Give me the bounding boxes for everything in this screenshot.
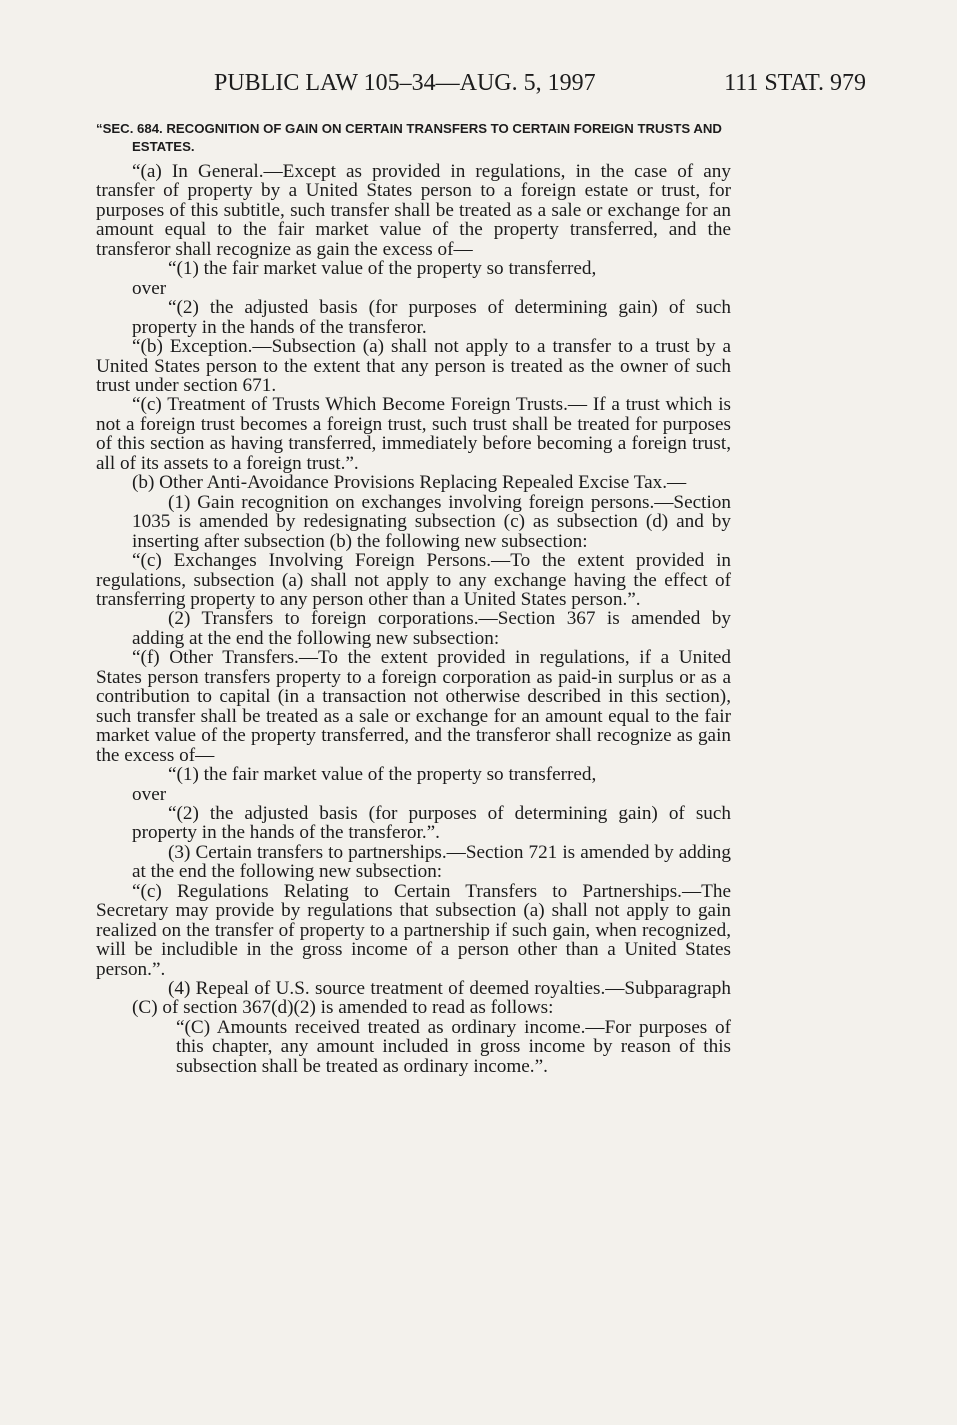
- public-law-citation: PUBLIC LAW 105–34—AUG. 5, 1997: [214, 70, 596, 96]
- section-title: “SEC. 684. RECOGNITION OF GAIN ON CERTAIN TRANSFERS TO CERTAIN FOREIGN TRUSTS AND ESTATES.: [96, 121, 722, 154]
- subsection-f-other-transfers: “(f) Other Transfers.—To the extent provided in regulations, if a United States person transfers property to a foreign corporation as paid-in surplus or as a contribution to capital (in a transaction not otherwise described in this section), such transfer shall be treated as a sale or exchange for an amount equal to the fair market value of the property transferred, and the transferor shall recognize as gain the excess of—: [96, 647, 731, 766]
- subsection-c-exchanges-foreign-persons: “(c) Exchanges Involving Foreign Persons.—To the extent provided in regulations, subsection (a) shall not apply to any exchange having the effect of transferring property to any person other than a United States person.”.: [96, 550, 731, 610]
- paragraph-2-adjusted-basis: “(2) the adjusted basis (for purposes of determining gain) of such property in the hands of the transferor.: [132, 297, 731, 338]
- paragraph-2-adjusted-basis-2: “(2) the adjusted basis (for purposes of determining gain) of such property in the hands of the transferor.”.: [132, 802, 731, 844]
- subparagraph-c-ordinary-income: “(C) Amounts received treated as ordinary income.—For purposes of this chapter, any amount included in gross income by reason of this subsection shall be treated as ordinary income.”.: [176, 1016, 731, 1077]
- paragraph-1-fair-market-value-2: “(1) the fair market value of the property so transferred,: [168, 764, 597, 786]
- subsection-c-regulations-partnerships: “(c) Regulations Relating to Certain Transfers to Partnerships.—The Secretary may provide by regulations that subsection (a) shall not apply to gain realized on the transfer of property to a partnership if such gain, when recognized, will be includible in the gross income of a person other than a United States person.”.: [96, 880, 731, 980]
- over-connector-2: over: [132, 783, 167, 805]
- paragraph-3-transfers-partnerships: (3) Certain transfers to partnerships.—Section 721 is amended by adding at the end the following new subsection:: [132, 841, 731, 883]
- paragraph-2-transfers-foreign-corporations: (2) Transfers to foreign corporations.—Section 367 is amended by adding at the end the following new subsection:: [132, 608, 731, 649]
- subsection-c-foreign-trusts: “(c) Treatment of Trusts Which Become Foreign Trusts.— If a trust which is not a foreign trust becomes a foreign trust, such trust shall be treated for purposes of this section as having transferred, immediately before becoming a foreign trust, all of its assets to a foreign trust.”.: [96, 394, 731, 474]
- statute-page-number: 111 STAT. 979: [724, 70, 866, 96]
- subsection-b-anti-avoidance: (b) Other Anti-Avoidance Provisions Replacing Repealed Excise Tax.—: [132, 472, 687, 494]
- document-body: [96, 120, 731, 1076]
- subsection-a-in-general: “(a) In General.—Except as provided in regulations, in the case of any transfer of property by a United States person to a foreign estate or trust, for purposes of this subtitle, such transfer shall be treated as a sale or exchange for an amount equal to the fair market value of the property transferred, and the transferor shall recognize as gain the excess of—: [96, 161, 731, 260]
- subsection-b-exception: “(b) Exception.—Subsection (a) shall not apply to a transfer to a trust by a United States person to the extent that any person is treated as the owner of such trust under section 671.: [96, 336, 731, 396]
- paragraph-1-fair-market-value: “(1) the fair market value of the property so transferred,: [168, 258, 597, 280]
- page-header: [96, 70, 866, 104]
- paragraph-1-gain-recognition: (1) Gain recognition on exchanges involving foreign persons.—Section 1035 is amended by redesignating subsection (c) as subsection (d) and by inserting after subsection (b) the following new subsection:: [132, 491, 731, 552]
- over-connector: over: [132, 277, 167, 299]
- paragraph-4-repeal-source-treatment: (4) Repeal of U.S. source treatment of deemed royalties.—Subparagraph (C) of section 367(d)(2) is amended to read as follows:: [132, 978, 731, 1019]
